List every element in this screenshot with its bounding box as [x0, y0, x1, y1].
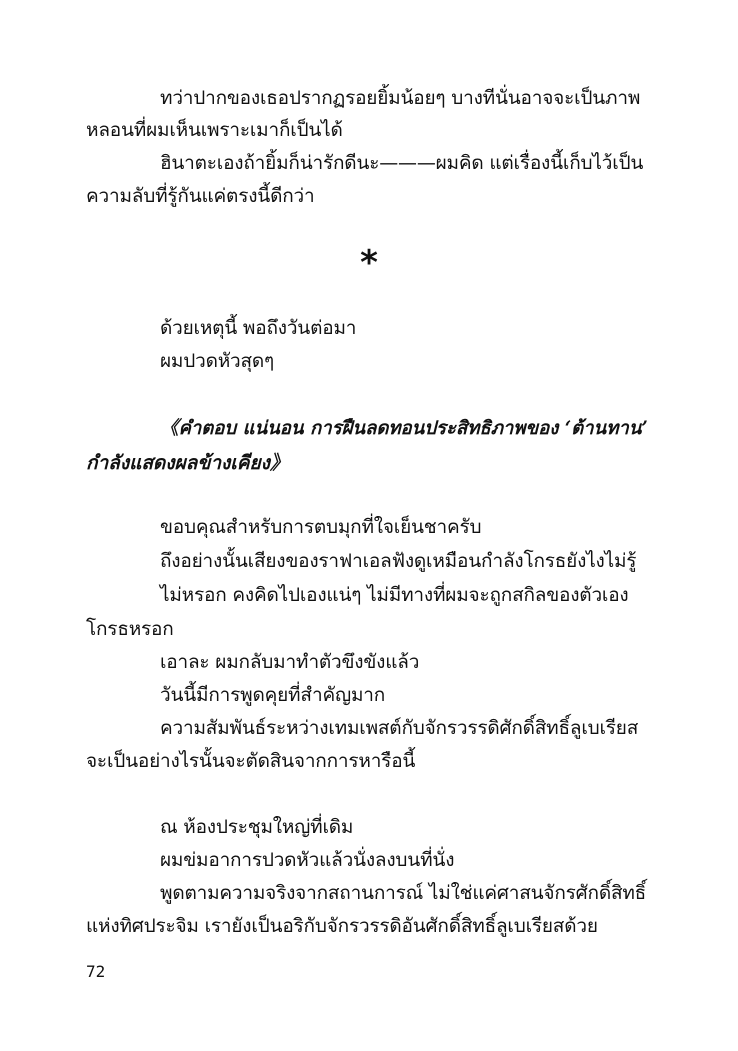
- paragraph-line: ความลับที่รู้กันแค่ตรงนี้ดีกว่า: [86, 185, 315, 207]
- paragraph-line: แห่งทิศประจิม เรายังเป็นอริกับจักรวรรดิอันศักดิ์สิทธิ์ลูเบเรียสด้วย: [86, 915, 598, 937]
- paragraph-line: ฮินาตะเองถ้ายิ้มก็น่ารักดีนะ———ผมคิด แต่เรื่องนี้เก็บไว้เป็น: [160, 152, 644, 174]
- paragraph-line: พูดตามความจริงจากสถานการณ์ ไม่ใช่แค่ศาสนจักรศักดิ์สิทธิ์: [160, 882, 647, 904]
- page-number: 72: [86, 962, 106, 981]
- system-message-line: กำลังแสดงผลข้างเคียง》: [86, 452, 289, 474]
- system-message-line: 《คำตอบ แน่นอน การฝืนลดทอนประสิทธิภาพของ ‘ต้านทาน’: [160, 418, 648, 439]
- paragraph-line: ขอบคุณสำหรับการตบมุกที่ใจเย็นชาครับ: [160, 516, 482, 538]
- paragraph-line: วันนี้มีการพูดคุยที่สำคัญมาก: [160, 684, 386, 706]
- paragraph-line: โกรธหรอก: [86, 618, 174, 640]
- scene-break-asterisk: *: [360, 243, 378, 283]
- paragraph-line: ด้วยเหตุนี้ พอถึงวันต่อมา: [160, 317, 357, 339]
- paragraph-line: หลอนที่ผมเห็นเพราะเมาก็เป็นได้: [86, 119, 343, 141]
- paragraph-line: ถึงอย่างนั้นเสียงของราฟาเอลฟังดูเหมือนกำลังโกรธยังไงไม่รู้: [160, 550, 637, 572]
- paragraph-line: ทว่าปากของเธอปรากฏรอยยิ้มน้อยๆ บางทีนั่นอาจจะเป็นภาพ: [160, 87, 641, 109]
- paragraph-line: เอาละ ผมกลับมาทำตัวขึงขังแล้ว: [160, 651, 420, 673]
- paragraph-line: ไม่หรอก คงคิดไปเองแน่ๆ ไม่มีทางที่ผมจะถูกสกิลของตัวเอง: [160, 584, 629, 606]
- paragraph-line: ความสัมพันธ์ระหว่างเทมเพสต์กับจักรวรรดิศักดิ์สิทธิ์ลูเบเรียส: [160, 717, 639, 739]
- paragraph-line: ผมข่มอาการปวดหัวแล้วนั่งลงบนที่นั่ง: [160, 849, 455, 871]
- paragraph-line: ผมปวดหัวสุดๆ: [160, 350, 275, 372]
- paragraph-line: ณ ห้องประชุมใหญ่ที่เดิม: [160, 816, 354, 838]
- paragraph-line: จะเป็นอย่างไรนั้นจะตัดสินจากการหารือนี้: [86, 750, 416, 772]
